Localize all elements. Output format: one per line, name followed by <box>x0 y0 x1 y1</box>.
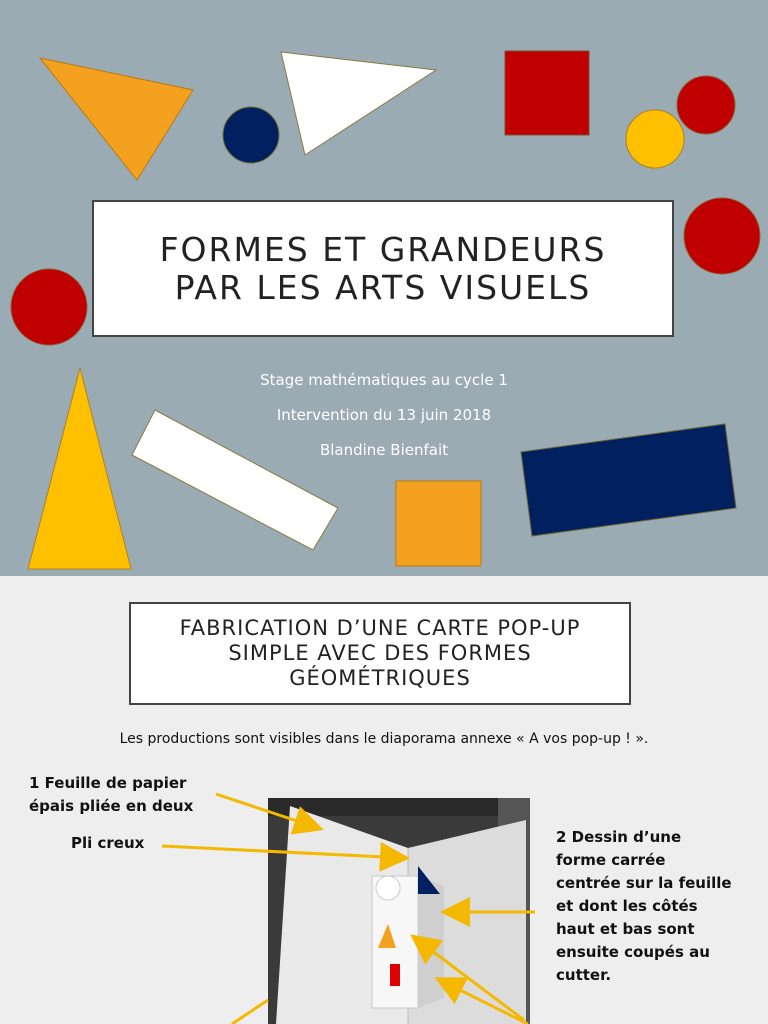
popup-card-slide <box>0 576 768 1024</box>
white-rectangle <box>132 410 338 550</box>
arrow-paper <box>216 794 318 828</box>
annotation-arrows <box>0 576 768 1024</box>
label-step2-line-7: cutter. <box>556 966 612 984</box>
label-step2-line-5: haut et bas sont <box>556 920 695 938</box>
red-circle-top-right <box>677 76 735 134</box>
slide2-title-line-3: GÉOMÉTRIQUES <box>289 666 471 690</box>
label-paper-line-1: 1 Feuille de papier <box>29 774 187 792</box>
label-step2-line-6: ensuite coupés au <box>556 943 710 961</box>
title-line-1: FORMES ET GRANDEURS <box>159 229 607 269</box>
label-step2-line-1: 2 Dessin d’une <box>556 828 682 846</box>
label-step2-line-3: centrée sur la feuille <box>556 874 732 892</box>
orange-square <box>396 481 481 566</box>
red-circle-right <box>684 198 760 274</box>
subtitle-date: Intervention du 13 juin 2018 <box>276 406 492 424</box>
orange-triangle <box>40 58 193 180</box>
navy-circle <box>223 107 279 163</box>
slide2-title-line-1: FABRICATION D’UNE CARTE POP-UP <box>179 616 581 640</box>
slide2-title-line-2: SIMPLE AVEC DES FORMES <box>228 641 532 665</box>
label-step2-line-2: forme carrée <box>556 851 666 869</box>
arrow-fold <box>162 846 404 858</box>
arrow-lower-left <box>232 1000 268 1024</box>
yellow-circle <box>626 110 684 168</box>
subtitle-stage: Stage mathématiques au cycle 1 <box>260 371 508 389</box>
white-triangle <box>281 52 436 155</box>
title-box <box>92 200 674 337</box>
arrow-lower-right-2 <box>440 980 528 1024</box>
label-fold: Pli creux <box>71 834 145 852</box>
yellow-tall-triangle <box>28 368 131 569</box>
label-step2-line-4: et dont les côtés <box>556 897 698 915</box>
label-paper-line-2: épais pliée en deux <box>29 797 194 815</box>
title-line-2: PAR LES ARTS VISUELS <box>174 267 592 307</box>
arrow-lower-right-1 <box>415 938 524 1020</box>
red-circle-left <box>11 269 87 345</box>
red-square <box>505 51 589 135</box>
intro-text: Les productions sont visibles dans le diaporama annexe « A vos pop-up ! ». <box>119 731 649 747</box>
subtitle-author: Blandine Bienfait <box>319 441 449 459</box>
